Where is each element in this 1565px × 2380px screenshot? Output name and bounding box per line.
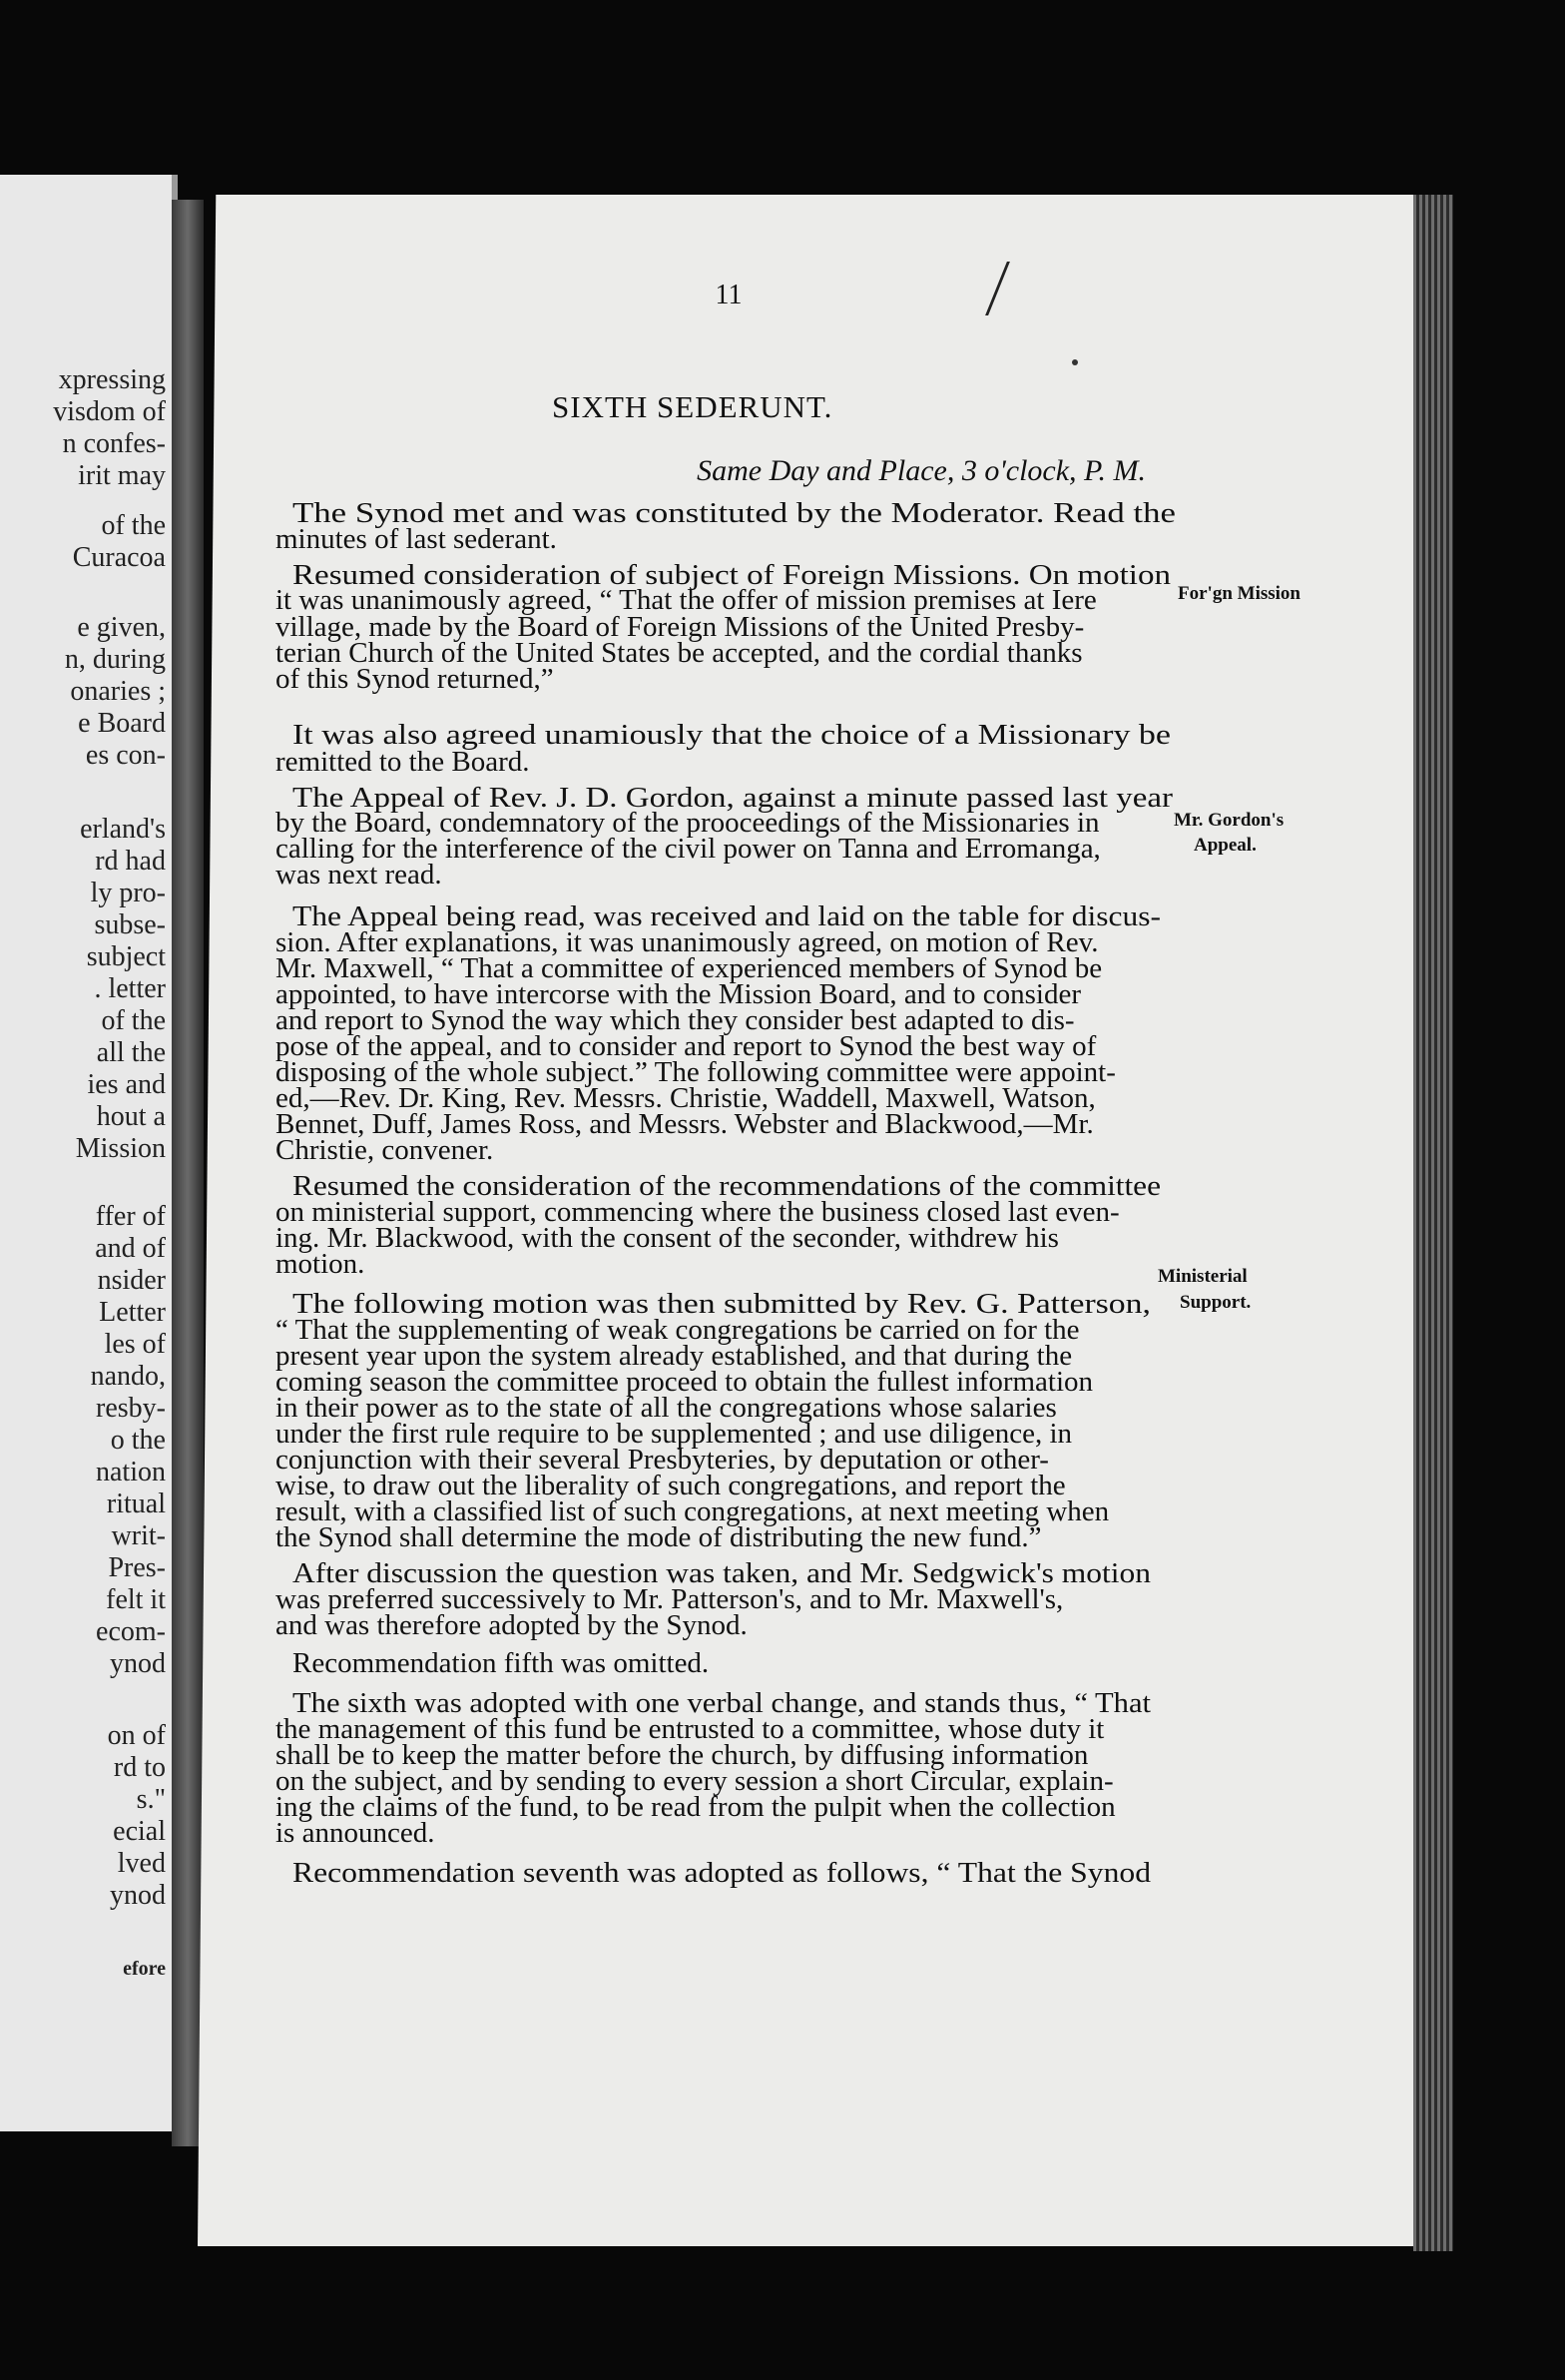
left-page-line: les of bbox=[104, 1329, 166, 1360]
left-page-line: ecom- bbox=[96, 1616, 166, 1647]
text-line: Christie, convener. bbox=[275, 1134, 494, 1166]
text-line: on the subject, and by sending to every session a short Circular, explain- bbox=[275, 1765, 1114, 1797]
left-page-line: erland's bbox=[80, 814, 166, 845]
text-line: and was therefore adopted by the Synod. bbox=[275, 1609, 748, 1641]
text-line: ing. Mr. Blackwood, with the consent of the seconder, withdrew his bbox=[275, 1222, 1059, 1254]
text-line: the Synod shall determine the mode of distributing the new fund.” bbox=[275, 1521, 1042, 1553]
left-facing-page bbox=[0, 175, 178, 2131]
left-page-line: onaries ; bbox=[70, 676, 166, 707]
left-page-line: ffer of bbox=[95, 1201, 166, 1232]
text-line: it was unanimously agreed, “ That the offer of mission premises at Iere bbox=[275, 584, 1097, 616]
text-line: present year upon the system already established, and that during the bbox=[275, 1340, 1073, 1372]
left-page-line: hout a bbox=[96, 1101, 166, 1132]
text-line: The following motion was then submitted by Rev. G. Patterson, bbox=[292, 1288, 1151, 1320]
book-gutter bbox=[172, 200, 204, 2146]
left-page-line: n, during bbox=[64, 644, 166, 675]
margin-note-ministerial: Ministerial bbox=[1158, 1266, 1248, 1287]
left-page-line: es con- bbox=[85, 740, 166, 771]
margin-note-support: Support. bbox=[1180, 1292, 1252, 1313]
left-page-line: . letter bbox=[94, 973, 166, 1004]
text-line: result, with a classified list of such congregations, at next meeting when bbox=[275, 1495, 1110, 1527]
left-page-line: resby- bbox=[96, 1393, 166, 1424]
text-line: was next read. bbox=[275, 859, 442, 891]
text-line: wise, to draw out the liberality of such congregations, and report the bbox=[275, 1470, 1066, 1501]
section-heading: SIXTH SEDERUNT. bbox=[552, 389, 833, 424]
text-line: pose of the appeal, and to consider and report to Synod the best way of bbox=[275, 1030, 1097, 1062]
text-line: It was also agreed unamiously that the choice of a Missionary be bbox=[292, 719, 1171, 751]
text-line: appointed, to have intercorse with the Mission Board, and to consider bbox=[275, 978, 1081, 1010]
margin-note-foreign-mission: For'gn Mission bbox=[1178, 583, 1301, 604]
text-line: Resumed consideration of subject of Foreign Missions. On motion bbox=[292, 559, 1171, 591]
ink-dot bbox=[1072, 359, 1078, 365]
left-page-line: visdom of bbox=[53, 396, 166, 427]
text-line: “ That the supplementing of weak congregations be carried on for the bbox=[275, 1314, 1080, 1346]
left-page-line: xpressing bbox=[58, 364, 166, 395]
text-line: The Appeal of Rev. J. D. Gordon, against a minute passed last year bbox=[292, 782, 1173, 814]
text-line: disposing of the whole subject.” The following committee were appoint- bbox=[275, 1056, 1116, 1088]
text-line: village, made by the Board of Foreign Missions of the United Presby- bbox=[275, 611, 1085, 643]
text-line: shall be to keep the matter before the church, by diffusing information bbox=[275, 1739, 1089, 1771]
text-line: Bennet, Duff, James Ross, and Messrs. Webster and Blackwood,—Mr. bbox=[275, 1108, 1094, 1140]
left-page-line: nando, bbox=[90, 1361, 166, 1392]
left-page-line: o the bbox=[110, 1425, 166, 1456]
text-line: of this Synod returned,” bbox=[275, 663, 554, 695]
text-line: conjunction with their several Presbyteries, by deputation or other- bbox=[275, 1444, 1049, 1476]
text-line: remitted to the Board. bbox=[275, 746, 530, 778]
text-line: ed,—Rev. Dr. King, Rev. Messrs. Christie, Waddell, Maxwell, Watson, bbox=[275, 1082, 1096, 1114]
left-page-line: Letter bbox=[99, 1297, 166, 1328]
text-line: coming season the committee proceed to obtain the fullest information bbox=[275, 1366, 1094, 1398]
text-line: Resumed the consideration of the recommendations of the committee bbox=[292, 1170, 1161, 1202]
text-line: the management of this fund be entrusted to a committee, whose duty it bbox=[275, 1713, 1105, 1745]
left-page-line: of the bbox=[101, 510, 166, 541]
text-line: and report to Synod the way which they consider best adapted to dis- bbox=[275, 1004, 1075, 1036]
left-page-line: nation bbox=[96, 1457, 166, 1488]
text-line: motion. bbox=[275, 1248, 365, 1280]
left-page-line: rd had bbox=[95, 846, 166, 877]
left-page-line: e given, bbox=[77, 612, 166, 643]
left-page-line: s." bbox=[136, 1784, 166, 1815]
text-line: calling for the interference of the civil power on Tanna and Erromanga, bbox=[275, 833, 1101, 865]
left-page-line: n confes- bbox=[62, 428, 166, 459]
text-line: ing the claims of the fund, to be read from the pulpit when the collection bbox=[275, 1791, 1116, 1823]
left-page-line: and of bbox=[95, 1233, 166, 1264]
text-line: was preferred successively to Mr. Patterson's, and to Mr. Maxwell's, bbox=[275, 1583, 1064, 1615]
left-page-line: nsider bbox=[97, 1265, 166, 1296]
text-line: is announced. bbox=[275, 1817, 435, 1849]
text-line: The sixth was adopted with one verbal change, and stands thus, “ That bbox=[292, 1687, 1151, 1719]
left-page-line: felt it bbox=[106, 1584, 166, 1615]
left-page-line: irit may bbox=[78, 460, 166, 491]
text-line: After discussion the question was taken, and Mr. Sedgwick's motion bbox=[292, 1557, 1151, 1589]
text-line: minutes of last sederant. bbox=[275, 523, 557, 555]
left-page-line: ly pro- bbox=[90, 878, 166, 908]
left-page-line: ynod bbox=[110, 1648, 166, 1679]
text-line: The Synod met and was constituted by the Moderator. Read the bbox=[292, 497, 1176, 529]
text-line: in their power as to the state of all the congregations whose salaries bbox=[275, 1392, 1057, 1424]
left-page-line: all the bbox=[96, 1037, 166, 1068]
text-line: on ministerial support, commencing where the business closed last even- bbox=[275, 1196, 1120, 1228]
margin-note-appeal: Appeal. bbox=[1194, 835, 1257, 856]
left-page-line: Pres- bbox=[108, 1552, 166, 1583]
text-line: terian Church of the United States be accepted, and the cordial thanks bbox=[275, 637, 1083, 669]
left-page-line: of the bbox=[101, 1005, 166, 1036]
text-line: sion. After explanations, it was unanimously agreed, on motion of Rev. bbox=[275, 926, 1099, 958]
left-page-line: rd to bbox=[113, 1752, 166, 1783]
left-page-line: ynod bbox=[110, 1880, 166, 1911]
left-page-line: e Board bbox=[78, 708, 166, 739]
margin-note-gordons-appeal: Mr. Gordon's bbox=[1174, 810, 1285, 831]
page-edges bbox=[1413, 195, 1453, 2251]
left-page-line: on of bbox=[107, 1720, 166, 1751]
left-page-line: ritual bbox=[106, 1488, 166, 1519]
left-page-line: Mission bbox=[75, 1133, 166, 1164]
text-line: by the Board, condemnatory of the prooceedings of the Missionaries in bbox=[275, 807, 1100, 839]
left-page-line: ies and bbox=[87, 1069, 166, 1100]
text-line: Recommendation seventh was adopted as follows, “ That the Synod bbox=[292, 1857, 1151, 1889]
page-number: 11 bbox=[715, 280, 743, 310]
date-line: Same Day and Place, 3 o'clock, P. M. bbox=[697, 454, 1146, 487]
text-line: under the first rule require to be supplemented ; and use diligence, in bbox=[275, 1418, 1073, 1450]
left-page-line: ecial bbox=[113, 1816, 166, 1847]
left-page-line: efore bbox=[123, 1958, 166, 1980]
left-page-line: Curacoa bbox=[72, 542, 166, 573]
left-page-line: lved bbox=[117, 1848, 166, 1879]
left-page-line: writ- bbox=[111, 1520, 166, 1551]
left-page-line: subject bbox=[86, 941, 166, 972]
text-line: Mr. Maxwell, “ That a committee of experienced members of Synod be bbox=[275, 952, 1103, 984]
text-line: The Appeal being read, was received and laid on the table for discus- bbox=[292, 900, 1161, 932]
left-page-line: subse- bbox=[94, 909, 166, 940]
text-line: Recommendation fifth was omitted. bbox=[292, 1647, 710, 1679]
